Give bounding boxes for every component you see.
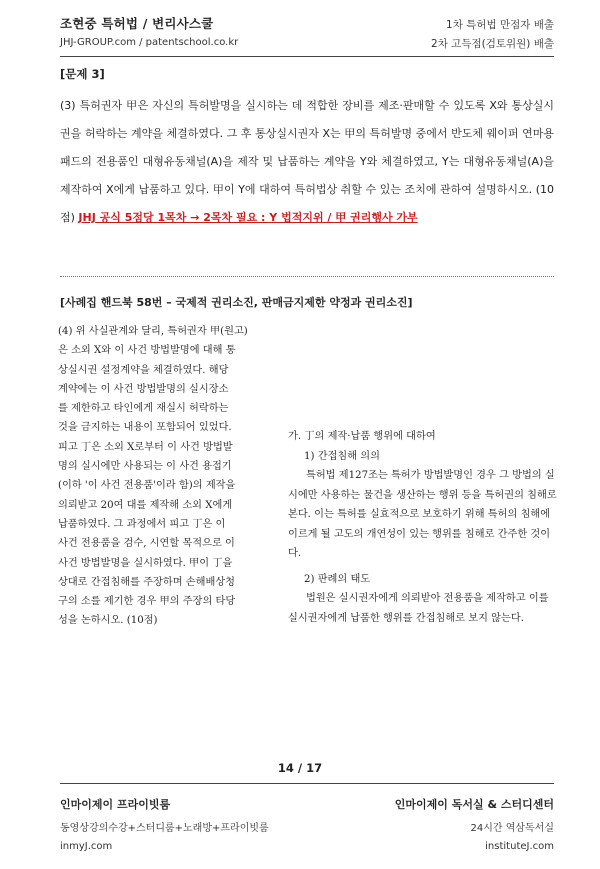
answer-subheading: 1) 간접침해 의의 <box>304 450 380 462</box>
case-line: 상대로 간접침해를 주장하며 손해배상청 <box>58 576 236 588</box>
footer-left-line1: 동영상강의수강+스터디룸+노래방+프라이빗룸 <box>60 823 269 834</box>
case-line: 명의 실시에만 사용되는 이 사건 용접기 <box>58 461 232 473</box>
footer-divider <box>60 783 554 784</box>
case-line: 상실시권 설정계약을 체결하였다. 해당 <box>58 364 229 376</box>
header-right-line1: 1차 특허법 만점자 배출 <box>446 19 554 31</box>
answer-paragraph: 법원은 실시권자에게 의뢰받아 전용품을 제작하고 이를 실시권자에게 납품한 행위를 간접침해로 보지 않는다. <box>288 593 549 624</box>
case-heading: [사례집 핸드북 58번 – 국제적 권리소진, 판매금지제한 약정과 권리소진] <box>60 296 413 309</box>
footer-left-line2: inmyJ.com <box>60 841 113 852</box>
footer-right-title: 인마이제이 독서실 & 스터디센터 <box>394 798 554 811</box>
case-line: 의뢰받고 20여 대를 제작해 소외 X에게 <box>58 499 233 511</box>
case-scan-right <box>288 427 558 628</box>
section-divider <box>60 276 554 277</box>
case-line: 피고 丁은 소외 X로부터 이 사건 방법발 <box>58 441 233 453</box>
case-line: (4) 위 사실관계와 달리, 특허권자 甲(원고) <box>58 326 248 337</box>
case-line: 사건 전용품을 검수, 시연할 목적으로 이 <box>58 538 235 550</box>
header-right-line2: 2차 고득점(검토위원) 배출 <box>431 38 554 50</box>
case-line: 은 소외 X와 이 사건 방법발명에 대해 통 <box>58 345 236 357</box>
footer-left-title: 인마이제이 프라이빗룸 <box>60 798 171 811</box>
answer-title: 가. 丁의 제작·납품 행위에 대하여 <box>288 431 436 442</box>
header-divider <box>60 56 554 57</box>
footer-left <box>60 796 269 852</box>
problem-heading: [문제 3] <box>60 67 105 81</box>
case-line: (이하 '이 사건 전용품'이라 함)의 제작을 <box>58 480 236 492</box>
header-subtitle: JHJ-GROUP.com / patentschool.co.kr <box>60 37 239 48</box>
header-right <box>431 16 554 54</box>
case-line: 구의 소를 제기한 경우 甲의 주장의 타당 <box>58 596 236 608</box>
case-line: 것을 금지하는 내용이 포함되어 있었다. <box>58 422 232 434</box>
case-scan-left <box>58 322 276 631</box>
case-line: 납품하였다. 그 과정에서 피고 丁은 이 <box>58 518 226 530</box>
problem-body <box>60 92 554 232</box>
problem-note: JHJ 공식 5점당 1목차 → 2목차 필요 : Y 법적지위 / 甲 권리행사 가부 <box>78 211 418 224</box>
answer-subheading: 2) 판례의 태도 <box>304 573 371 585</box>
page-number: 14 / 17 <box>277 761 323 775</box>
answer-paragraph: 특허법 제127조는 특허가 방법발명인 경우 그 방법의 실시에만 사용하는 물건을 생산하는 행위 등을 특허권의 침해로 본다. 이는 특허를 실효적으로 보호하기 위해 특허의 침해에 이르게 될 고도의 개연성이 있는 행위를 침해로 간주한 것이다. <box>288 470 557 559</box>
header-title: 조현중 특허법 / 변리사스쿨 <box>60 16 214 31</box>
header-left <box>60 14 238 48</box>
footer-right <box>395 796 554 852</box>
case-line: 성을 논하시오. (10점) <box>58 615 158 627</box>
footer-right-line1: 24시간 역삼독서실 <box>470 823 554 834</box>
case-line: 계약에는 이 사건 방법발명의 실시장소 <box>58 383 229 395</box>
footer-right-line2: instituteJ.com <box>485 841 554 852</box>
case-line: 사건 방법발명을 실시하였다. 甲이 丁을 <box>58 557 233 569</box>
case-line: 를 제한하고 타인에게 재실시 허락하는 <box>58 403 229 415</box>
problem-text: (3) 특허권자 甲은 자신의 특허발명을 실시하는 데 적합한 장비를 제조·판매할 수 있도록 X와 통상실시권을 허락하는 계약을 체결하였다. 그 후 통상실시권자 X는 甲의 특허발명 중에서 반도체 웨이퍼 연마용 패드의 전용품인 대형유동채널(A)을 제작 및 납품하는 계약을 Y와 체결하였고, Y는 대형유동채널(A)을 제작하여 X에게 납품하고 있다. 甲이 Y에 대하여 특허법상 취할 수 있는 조치에 관하여 설명하시오. (10점) <box>60 99 554 224</box>
